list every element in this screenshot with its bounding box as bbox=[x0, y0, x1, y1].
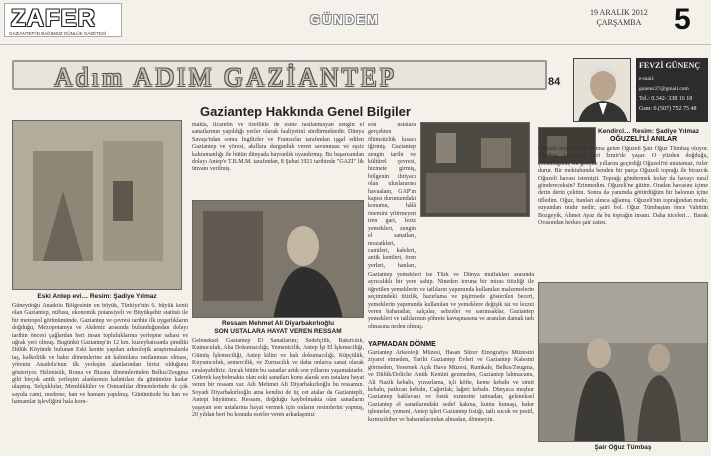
author-photo bbox=[573, 58, 631, 122]
photo-caption: Eski Antep evi… Resim: Şadiye Yılmaz bbox=[37, 293, 157, 300]
article-headline: Gaziantep Hakkında Genel Bilgiler bbox=[200, 104, 411, 119]
painter-photo bbox=[192, 200, 364, 318]
painter-caption-title: SON USTALARA HAYAT VEREN RESSAM bbox=[214, 328, 342, 335]
author-gsm: Gsm: 0.(507) 752 75 48 bbox=[639, 106, 697, 112]
author-tel: Tel.: 0.342- 338 16 18 bbox=[639, 96, 693, 102]
article-column-3-mid: Gaziantep yemekleri ise Türk ve Dünya mutfakları arasında ayrıcalıklı bir yere sahip. Nineden toruna bir miras titizliği ile öğretilen yemeklerin ve tatlıların yapımında kullanılan malzemelerin seçimindeki titizlik, hazırlama ve pişirmede gösterilen beceri, yemeklerin yapımında kullanılan ve yemeklere değişik tat ve lezzet veren baharatlar, salçalar, sebzeler ve sarımsaklar, Gaziantep yemekleri ve tatlılarının şöhrete kavuşmasına ve aranılan damak tadı olmasına neden olmuş. bbox=[368, 272, 534, 330]
spice-market-photo bbox=[420, 122, 530, 217]
painting-icon bbox=[13, 121, 182, 290]
weekday-text: ÇARŞAMBA bbox=[596, 18, 642, 27]
article-column-2-top: makta, ticaretin ve özellikle de esine rastlanmayan zengin el sanatlarının yapıldığı yerler olarak faaliyetini sürdürmektedir. Dünya Savaşı'ndan sonra İngilizler ve Fransızlar tarafından işgal edilen Gaziantep ve yöresi, akıllara durgunluk veren savunması ve eşsiz kahramanlığı ile bütün dünyada hayranlık uyandırmış. Bu başarısından dolayı Antep'e T.B.M.M. tarafından, 8 Şubat 1921 tarihinde "GAZİ" lik ünvanı verilmiş. bbox=[192, 122, 364, 173]
poet-photo bbox=[538, 282, 708, 442]
author-email: e-mail: gunenc27@gmail.com bbox=[639, 76, 689, 92]
article-column-1: Güneydoğu Anadolu Bölgesinin en büyük, Türkiye'nin 6. büyük kenti olan Gaziantep, nüfusu, ekonomik potansiyeli ve Büyükşehir statüsü ile bir metropol görünümünde. Gaziantep ve çevresi tarihte ilk uygarlıkların doğduğu, Mezopotamya ve Akdeniz arasında bulunduğundan dolayı tarihin öncesi çağlardan beri insan topluluklarına yerleşme sahası ve uğrak yeri olmuş. Bugünkü Gaziantep'in 12 km. kuzeybatısında şimdiki Dülük Köyünde bulunan Eski kentte yapılan arkeolojik araştırmalarda taş, kalkolitik ve bakır dönemlerine ait kalıntılara rastlanması olması, yörenin Anadolu'nun ilk yerleşim alanlarından birisi olduğunu gösteriyor. Helenistik, Roma ve Bizans dönemlerinden Belkıs/Zeugma gibi birçok antik yerleşim alanlarının kalıntıları da günümüze kadar ulaşmış. Selçuklular, Memlüklüler ve Osmanlılar dönemlerinde de çok sayıda cami, medrese, han ve hamam yapılmış. Günümüzde bu han ve hamamlar işlevliğini hala koru- bbox=[12, 303, 188, 406]
article-column-2-bottom: Geleneksel Gaziantep El Sanatlarını; Sedefçilik, Bakırcılık, Kutnuculuk, Aba Dokumacılığı, Yemenicilik, Antep İşi El İşlemeciliği, Gümüş İşlemeciliği, Antep kilim ve halı dokumacılığı, Küpçülük, Kuyumculuk, semercilik, ve Zurnacılık ve daha onlarca sanat olarak sıralayabiliriz. Ancak bütün bu sanatlar artık son yıllarını yaşamaktadır. Giderek kaybolmakta olan eski sanatları konu alarak son ustalara hayat veren bir ressam var. Adı Mehmet Ali Diyarbakırlıoğlu bu ressamın. Soyadı Diyarbakırlıoğlu ama kendisi de üç cet atalar da Gaziantepli, Antepi büyütmez. Ressam, doğduğu kaybolmakta olan sanatların yaşayan son ustalarına hayat vermek için onların resimlerini yapmış, 20 yıldan beri bu konuda eserler veren arkadaşımız bbox=[192, 338, 364, 419]
section-subhead-2: OĞUZELİ'Lİ ANILAR bbox=[610, 136, 678, 143]
section-title: GÜNDEM bbox=[310, 12, 380, 27]
column-title: Adım ADIM GAZİANTEP bbox=[54, 63, 397, 92]
section-subhead-1: YAPMADAN DÖNME bbox=[368, 341, 436, 348]
author-name: FEVZİ GÜNENÇ bbox=[639, 61, 701, 70]
kendirci-caption: Kendirci… Resim: Şadiye Yılmaz bbox=[598, 128, 700, 135]
date-text: 19 ARALIK 2012 bbox=[590, 8, 648, 17]
author-contact-box bbox=[636, 58, 708, 122]
painter-icon bbox=[193, 201, 364, 318]
author-portrait-icon bbox=[574, 59, 631, 122]
article-column-4: Oğuzeli deyince ilk aklıma gelen Oğuzeli Şair Oğuz Tümbaş oluyor. Tümbaş yıllardan beri İzmir'de yaşar. O yüzden doğduğu, çocukluğunu, ilk gençlik yıllarını geçirdiği Oğuzeli'ni unutamaz, özler durur. Bir mektubunda benden bir parça Oğuzeli toprağı ile birazcık Oğuzeli havası istemişti. Toprağı göndermek kolay da havayı nasıl göndereceksin? Erinmedim. Oğuzeli'ne gittim. Oradan havasını içime derin derin çektim. Sonra da yanımda götürdüğüm bir balonun içine üfledim. Oğuz, bunları alınca ağlamış. Oğuzeli'nin toprağından mıdır, suyundan mıdır nedir; şairi bol. Oğuz Tümbaştan önce Vahittin Bozgeyik, Ahmet Ayaz da bu toprağın insanı. Daha niceleri… Barak Ovasından herkes şair zaten. bbox=[538, 146, 708, 227]
painter-caption-name: Ressam Mehmet Ali Diyarbakırlıoğlu bbox=[221, 320, 335, 327]
poet-caption: Şair Oğuz Tümbaş bbox=[594, 444, 652, 451]
old-house-painting bbox=[12, 120, 182, 290]
poet-icon bbox=[539, 283, 708, 442]
logo-subtitle: GAZİANTEP'İN BAĞIMSIZ GÜNLÜK GAZETESİ bbox=[9, 31, 107, 36]
market-icon bbox=[421, 123, 530, 217]
logo-text: ZAFER bbox=[11, 5, 96, 32]
newspaper-logo bbox=[4, 3, 122, 37]
column-issue-number: 84 bbox=[548, 76, 561, 88]
column-banner bbox=[12, 60, 547, 90]
article-column-3-museums: Gaziantep Arkeoloji Müzesi, Hasan Süzer Etnografya Müzesini ziyaret etmeden, Tarihi Gaziantep Evleri ve Gaziantep Kalesini görmeden, Yesemek Açık Hava Müzesi, Rumkale, Belkıs/Zeugma, ve Dülük/Doliche Antik Kentini gezmeden, Gaziantep lahmacunu, Ali Nazik kebabı, yuvarlama, içli köfte, keme kebabı ve simit kebabı, patlıcan kebabı, Cağırtlak; lağeri kebabı. Dünyaca meşhur Gaziantep baklavası ve fıstık ezmesini tatmadan, geleneksel Gaziantep el sanatlarındaki sedef kakma, kutnu kumaşı, bakır işlemeler, yemeni, Antep işleri Gaziantep fıstığı, tatlı sucuk ve pestil, kırmızıbiber ve baharatlarından almadan, dönmeyin. bbox=[368, 350, 534, 423]
article-column-3-top: son ustalara gerçekten ölümsüzlük kısacı iğirmiş. Gaziantep zengin tarihi ve kültürel çevresi, hizmete girmiş, bölgenin ihtiyacı olan uluslararası havaalanı, GAP'ın kapısı durumundaki konumu, hâlâ önemini yitirmeyen tren gari, leziz yemekleri, zengin el sanatları, mozaikleri, camileri, kaleleri, antik kentleri, ören yerleri, hanları, bbox=[368, 122, 416, 269]
page-number: 5 bbox=[674, 3, 691, 36]
issue-date bbox=[590, 8, 648, 28]
masthead bbox=[0, 0, 711, 45]
